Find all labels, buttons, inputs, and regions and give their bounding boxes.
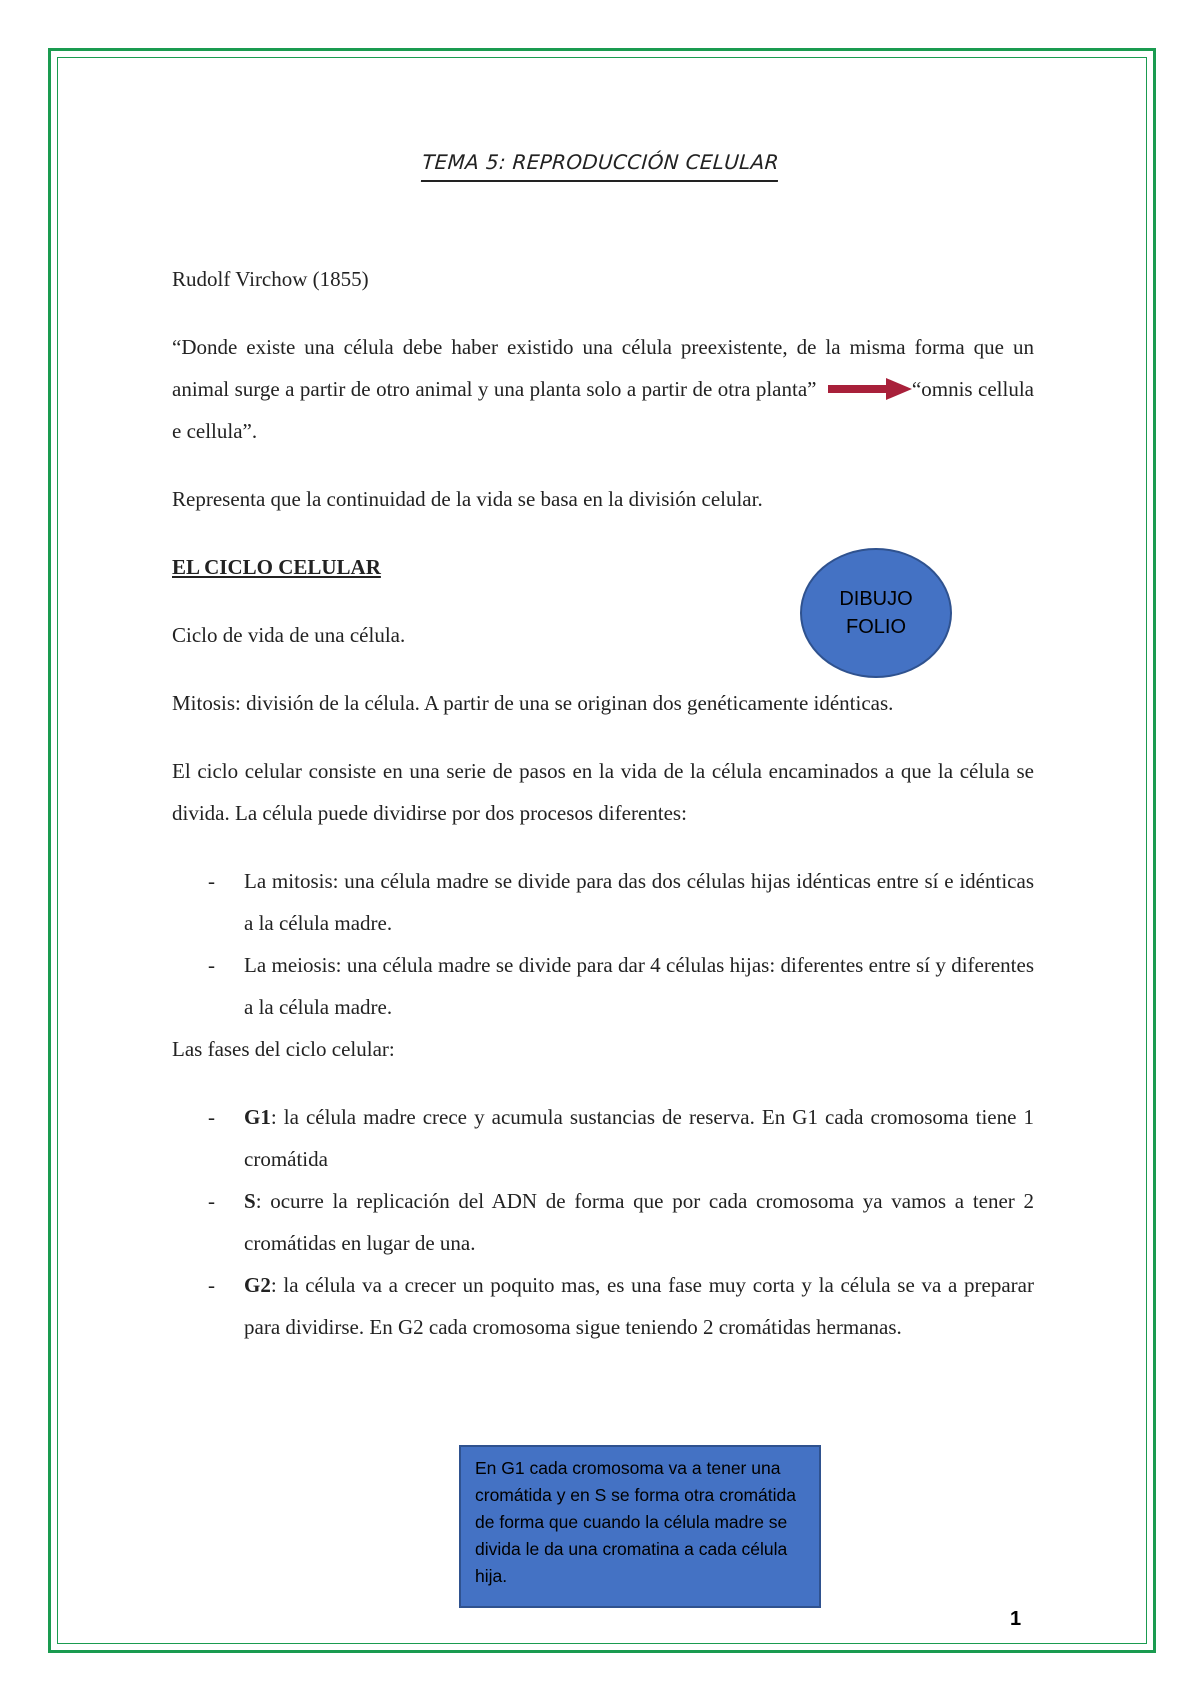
- virchow-quote: [172, 326, 1034, 452]
- phases-list: [172, 1096, 1034, 1348]
- quote-text: “Donde existe una célula debe haber existido una célula preexistente, de la misma forma que un animal surge a partir de otro animal y una planta solo a partir de otra planta”: [172, 335, 1034, 401]
- phase-text: : la célula va a crecer un poquito mas, es una fase muy corta y la célula se va a preparar para dividirse. En G2 cada cromosoma sigue teniendo 2 cromátidas hermanas.: [244, 1273, 1034, 1339]
- section-heading: EL CICLO CELULAR: [172, 555, 381, 579]
- processes-list: [172, 860, 1034, 1028]
- quote-latin: “omnis cellula e cellula”.: [172, 377, 1034, 443]
- author-line: Rudolf Virchow (1855): [172, 267, 369, 291]
- phase-term: S: [244, 1189, 256, 1213]
- list-item: [172, 1096, 1034, 1180]
- chromatid-note-box: [459, 1445, 821, 1608]
- drawing-note-oval: [800, 548, 952, 678]
- note-text: En G1 cada cromosoma va a tener una cromátida y en S se forma otra cromátida de forma que cuando la célula madre se divida le da una cromatina a cada célula hija.: [475, 1458, 796, 1586]
- list-item: - La meiosis: una célula madre se divide para dar 4 células hijas: diferentes entre sí y diferentes a la célula madre.: [172, 944, 1034, 1028]
- page-title: TEMA 5: REPRODUCCIÓN CELULAR: [421, 150, 780, 182]
- oval-line-1: DIBUJO: [839, 588, 913, 610]
- document-body: [172, 258, 1034, 1348]
- phase-term: G2: [244, 1273, 271, 1297]
- oval-line-2: FOLIO: [845, 616, 906, 638]
- page-title-container: [0, 150, 1200, 182]
- list-item: [172, 1264, 1034, 1348]
- right-arrow-icon: [828, 378, 912, 400]
- phase-text: : ocurre la replicación del ADN de forma que por cada cromosoma ya vamos a tener 2 cromátidas en lugar de una.: [244, 1189, 1034, 1255]
- phases-intro: Las fases del ciclo celular:: [172, 1037, 395, 1061]
- phase-term: G1: [244, 1105, 271, 1129]
- phase-text: : la célula madre crece y acumula sustancias de reserva. En G1 cada cromosoma tiene 1 cromátida: [244, 1105, 1034, 1171]
- page-number: 1: [1010, 1608, 1022, 1630]
- list-item: - La mitosis: una célula madre se divide para das dos células hijas idénticas entre sí e idénticas a la célula madre.: [172, 860, 1034, 944]
- cycle-intro: El ciclo celular consiste en una serie de pasos en la vida de la célula encaminados a que la célula se divida. La célula puede dividirse por dos procesos diferentes:: [172, 759, 1034, 825]
- mitosis-definition: Mitosis: división de la célula. A partir de una se originan dos genéticamente idénticas.: [172, 691, 894, 715]
- represents-line: Representa que la continuidad de la vida se basa en la división celular.: [172, 487, 763, 511]
- cycle-definition: Ciclo de vida de una célula.: [172, 623, 406, 647]
- list-item: [172, 1180, 1034, 1264]
